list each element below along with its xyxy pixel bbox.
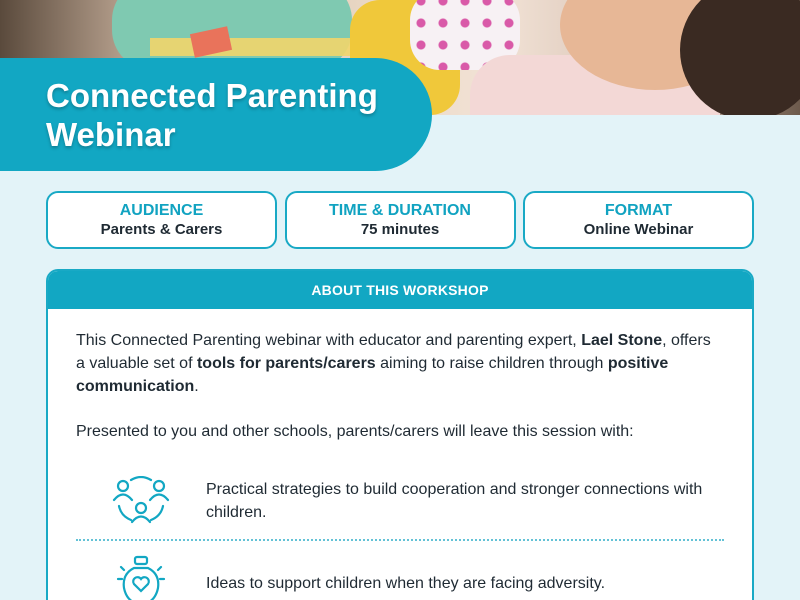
lightbulb-heart-icon: [76, 555, 206, 600]
benefit-text-1: Practical strategies to build cooperation and stronger connections with children.: [206, 481, 703, 521]
info-cards: [46, 191, 754, 249]
audience-value: Parents & Carers: [100, 221, 223, 238]
presenter-name: Lael Stone: [581, 332, 663, 349]
benefit-item: [76, 547, 724, 600]
about-body: [48, 309, 752, 600]
divider: [76, 539, 724, 541]
about-section: [46, 269, 754, 600]
group-connection-icon: [76, 476, 206, 526]
format-card: [523, 191, 754, 249]
duration-label: TIME & DURATION: [329, 202, 471, 219]
audience-card: [46, 191, 277, 249]
intro-paragraph: [76, 329, 724, 398]
audience-label: AUDIENCE: [119, 202, 204, 219]
duration-value: 75 minutes: [360, 221, 440, 238]
format-value: Online Webinar: [583, 221, 694, 238]
title-line-1: Connected Parenting: [46, 77, 378, 114]
format-label: FORMAT: [604, 202, 673, 219]
outcomes-intro: Presented to you and other schools, parents/carers will leave this session with:: [76, 423, 634, 440]
intro-text-2: , offers a valuable set of: [76, 332, 711, 372]
about-heading: ABOUT THIS WORKSHOP: [48, 271, 752, 309]
title-banner: [0, 58, 432, 171]
benefit-text-2: Ideas to support children when they are facing adversity.: [206, 574, 606, 592]
intro-emphasis-communication: positive communication: [76, 355, 669, 395]
page-title: [46, 76, 432, 154]
duration-card: [285, 191, 516, 249]
benefit-item: [76, 465, 724, 537]
title-line-2: Webinar: [46, 116, 176, 153]
intro-text-3: aiming to raise children through: [375, 355, 608, 372]
intro-text-4: .: [194, 378, 199, 395]
intro-text-1: This Connected Parenting webinar with educator and parenting expert,: [76, 332, 582, 349]
intro-emphasis-tools: tools for parents/carers: [196, 355, 376, 372]
